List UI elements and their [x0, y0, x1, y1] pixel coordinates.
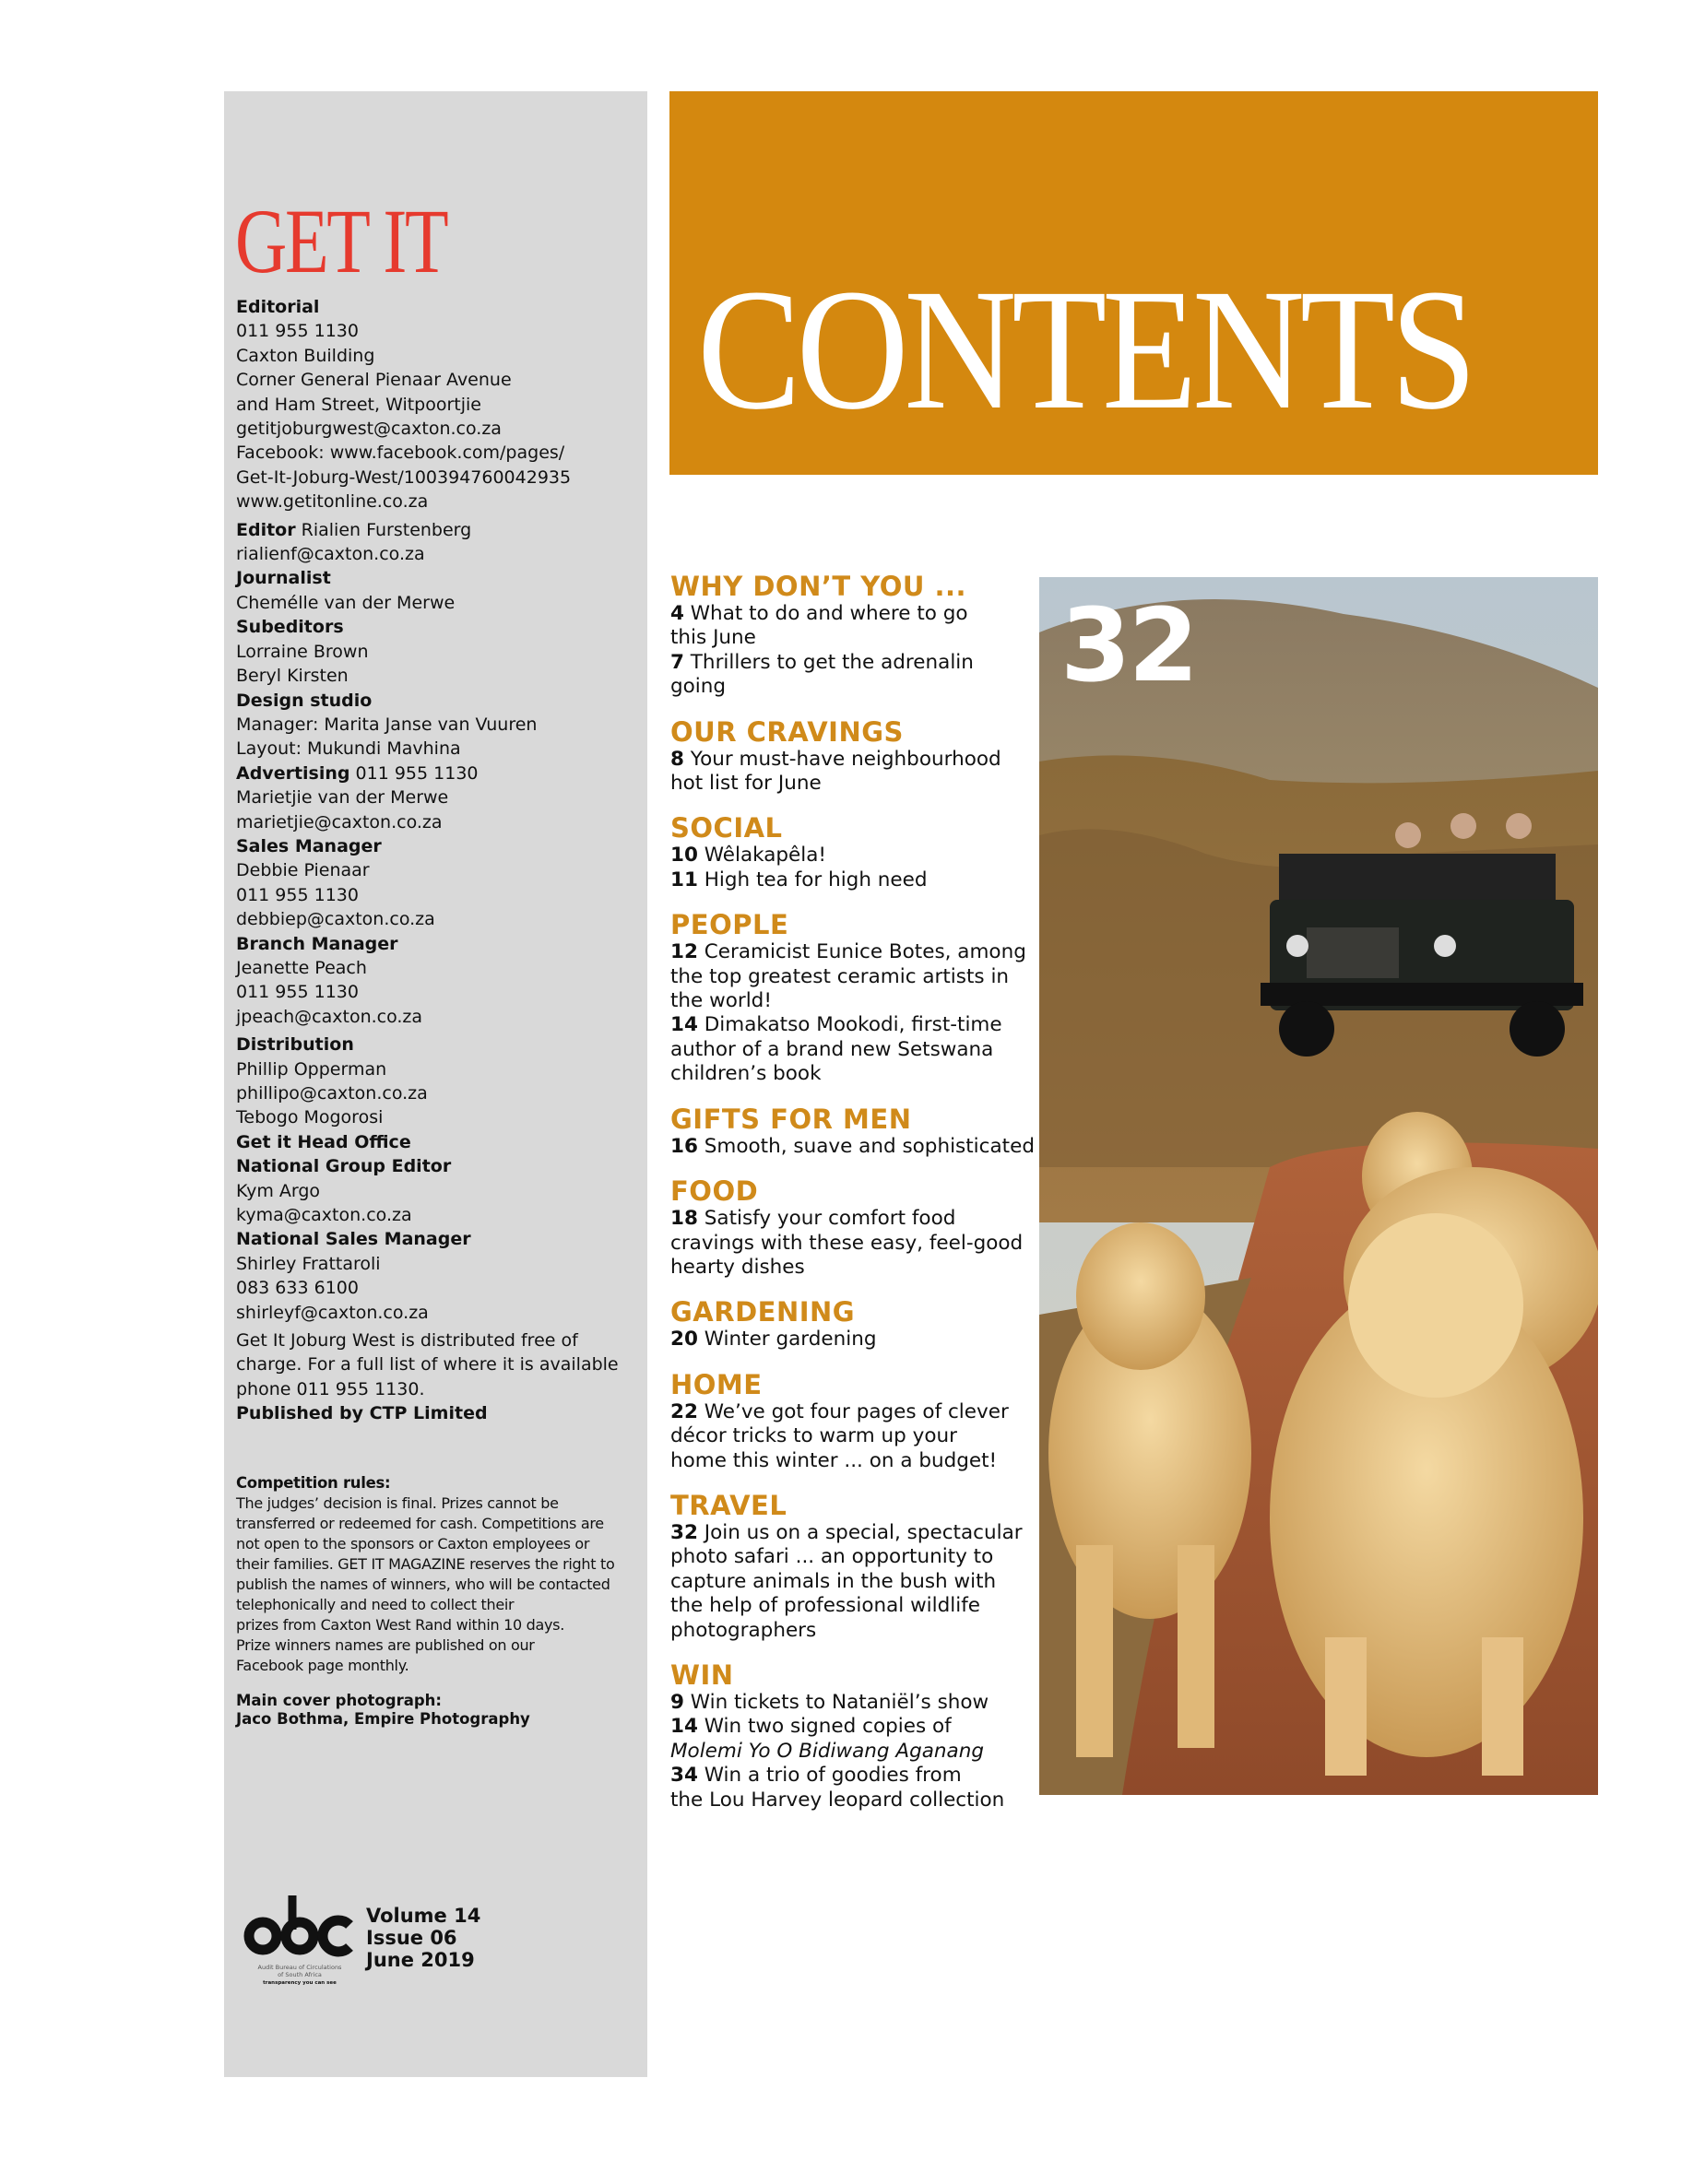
credit-role: Advertising: [236, 762, 350, 784]
photo-page-number: 32: [1060, 586, 1197, 704]
toc-item-text: High tea for high need: [697, 868, 928, 891]
credit-text: Jeanette Peach: [236, 957, 367, 978]
credit-line: [236, 1276, 642, 1300]
credit-text: Get-It-Joburg-West/100394760042935: [236, 466, 572, 488]
brand-logo: GET IT: [235, 190, 447, 292]
toc-page-number: 4: [670, 602, 684, 625]
toc-item: [670, 940, 1035, 964]
svg-text:transparency you can see: transparency you can see: [263, 1980, 337, 1986]
credit-text: phone 011 955 1130.: [236, 1378, 425, 1399]
credit-text: Shirley Frattaroli: [236, 1253, 381, 1274]
credit-line: [236, 640, 642, 664]
toc-item-text: the top greatest ceramic artists in: [670, 964, 1010, 988]
credit-line: [236, 1401, 642, 1425]
toc-section-heading: WHY DON’T YOU ...: [670, 571, 967, 602]
credit-line: [236, 490, 642, 514]
credit-line: [236, 1005, 642, 1029]
credit-line: [236, 689, 642, 713]
credit-role: Published by CTP Limited: [236, 1403, 488, 1424]
credit-line: [236, 1227, 642, 1251]
credit-text: Corner General Pienaar Avenue: [236, 370, 512, 391]
credit-line: [236, 295, 642, 319]
toc-item-text: Satisfy your comfort food: [697, 1207, 956, 1231]
cover-credit-name: Jaco Bothma, Empire Photography: [236, 1710, 530, 1728]
competition-rules-line: prizes from Caxton West Rand within 10 days.: [236, 1616, 564, 1634]
issue-label: Issue 06: [366, 1927, 457, 1949]
credit-text: charge. For a full list of where it is available: [236, 1354, 619, 1375]
credit-block: [236, 295, 642, 514]
toc-item-text: this June: [670, 626, 756, 650]
credit-text: 011 955 1130: [349, 762, 479, 784]
toc-item: [670, 1400, 1035, 1424]
safari-lions-photo: [1039, 577, 1598, 1795]
toc-item: [670, 1424, 1035, 1448]
credit-line: [236, 932, 642, 956]
toc-item: [670, 1764, 1035, 1788]
toc-item: [670, 602, 1035, 626]
credit-line: [236, 441, 642, 465]
credit-text: Rialien Furstenberg: [295, 519, 472, 540]
credit-line: [236, 466, 642, 490]
volume-label: Volume 14: [366, 1905, 481, 1927]
credit-line: [236, 518, 642, 542]
credit-line: [236, 393, 642, 417]
toc-item: [670, 844, 1035, 868]
credit-text: jpeach@caxton.co.za: [236, 1006, 423, 1027]
toc-section: [670, 1660, 1035, 1812]
credit-text: kyma@caxton.co.za: [236, 1205, 412, 1226]
toc-item: [670, 1449, 1035, 1473]
table-of-contents: [670, 572, 1035, 1830]
credit-text: Phillip Opperman: [236, 1058, 387, 1080]
credit-line: [236, 344, 642, 368]
credit-text: 011 955 1130: [236, 982, 359, 1003]
toc-section: [670, 813, 1035, 892]
credit-line: [236, 1154, 642, 1178]
credit-role: Editorial: [236, 297, 320, 317]
toc-section-heading: FOOD: [670, 1175, 759, 1208]
credit-text: Get It Joburg West is distributed free of: [236, 1330, 578, 1352]
toc-page-number: 16: [670, 1134, 698, 1158]
toc-page-number: 10: [670, 844, 698, 868]
credit-line: [236, 1377, 642, 1401]
credit-role: Editor: [236, 519, 296, 540]
toc-item-title: Molemi Yo O Bidiwang Aganang: [670, 1739, 984, 1763]
competition-rules-line: publish the names of winners, who will be contacted: [236, 1576, 610, 1593]
credit-line: [236, 956, 642, 980]
toc-section-heading: PEOPLE: [670, 909, 789, 941]
toc-section: [670, 717, 1035, 797]
toc-item-text: photo safari ... an opportunity to: [670, 1545, 994, 1569]
credit-text: shirleyf@caxton.co.za: [236, 1302, 429, 1323]
toc-item-text: Thrillers to get the adrenalin going: [670, 650, 974, 699]
competition-rules-line: Prize winners names are published on our: [236, 1636, 535, 1654]
toc-section: [670, 1491, 1035, 1643]
toc-section: [670, 1370, 1035, 1473]
toc-item: [670, 748, 1035, 772]
toc-section: [670, 1176, 1035, 1280]
credit-line: [236, 907, 642, 931]
toc-item-text: the world!: [670, 989, 772, 1013]
toc-item: [670, 1038, 1035, 1062]
credit-role: National Group Editor: [236, 1156, 452, 1177]
toc-item: [670, 1013, 1035, 1037]
toc-page-number: 32: [670, 1520, 698, 1544]
toc-item: [670, 651, 1035, 700]
credit-line: [236, 980, 642, 1004]
competition-rules: [236, 1473, 642, 1676]
credit-role: National Sales Manager: [236, 1229, 471, 1250]
toc-item: [670, 1135, 1035, 1159]
competition-rules-line: The judges’ decision is final. Prizes cannot be: [236, 1494, 559, 1512]
toc-item-text: capture animals in the bush with: [670, 1569, 997, 1593]
credit-line: [236, 883, 642, 907]
credit-line: [236, 834, 642, 858]
credit-text: Layout: Mukundi Mavhina: [236, 738, 461, 760]
toc-item-text: Join us on a special, spectacular: [697, 1520, 1023, 1544]
credit-line: [236, 1328, 642, 1352]
credit-line: [236, 368, 642, 392]
competition-rules-line: transferred or redeemed for cash. Competitions are: [236, 1515, 604, 1532]
toc-item-text: Wêlakapêla!: [697, 844, 827, 868]
credit-line: [236, 1105, 642, 1129]
toc-item: [670, 868, 1035, 892]
credit-line: [236, 1130, 642, 1154]
toc-page-number: 12: [670, 940, 698, 964]
credit-line: [236, 761, 642, 785]
credit-line: [236, 664, 642, 688]
credit-text: and Ham Street, Witpoortjie: [236, 394, 481, 415]
toc-item-text: the Lou Harvey leopard collection: [670, 1788, 1005, 1812]
credit-line: [236, 615, 642, 639]
toc-section: [670, 572, 1035, 700]
toc-item-text: Win a trio of goodies from: [697, 1764, 962, 1788]
toc-item: [670, 1715, 1035, 1739]
credit-text: Debbie Pienaar: [236, 860, 370, 881]
credit-line: [236, 713, 642, 737]
credit-line: [236, 319, 642, 343]
toc-item: [670, 1789, 1035, 1812]
issue-date: June 2019: [366, 1949, 475, 1971]
credit-role: Journalist: [236, 568, 331, 589]
toc-page-number: 22: [670, 1399, 698, 1423]
toc-item-text: Ceramicist Eunice Botes, among: [697, 940, 1026, 964]
toc-item: [670, 1691, 1035, 1715]
toc-page-number: 20: [670, 1328, 698, 1352]
toc-item: [670, 1207, 1035, 1231]
competition-rules-heading: Competition rules:: [236, 1474, 391, 1492]
toc-item-text: Dimakatso Mookodi, first-time: [697, 1013, 1002, 1037]
toc-page-number: 18: [670, 1207, 698, 1231]
toc-item: [670, 1545, 1035, 1569]
svg-text:of South Africa: of South Africa: [278, 1971, 322, 1978]
credit-line: [236, 417, 642, 441]
toc-item: [670, 989, 1035, 1013]
credit-text: 011 955 1130: [236, 321, 359, 342]
toc-item-text: home this winter ... on a budget!: [670, 1448, 998, 1472]
credit-line: [236, 1033, 642, 1057]
credit-text: Lorraine Brown: [236, 641, 369, 662]
competition-rules-line: not open to the sponsors or Caxton employees or: [236, 1535, 590, 1552]
toc-item: [670, 1594, 1035, 1618]
credit-text: Beryl Kirsten: [236, 666, 349, 687]
toc-section: [670, 910, 1035, 1086]
credit-text: Caxton Building: [236, 345, 375, 366]
toc-item: [670, 965, 1035, 989]
toc-item: [670, 1740, 1035, 1764]
credit-text: 011 955 1130: [236, 884, 359, 905]
credit-block: [236, 1328, 642, 1426]
toc-item-text: Win tickets to Nataniël’s show: [683, 1690, 989, 1714]
toc-page-number: 9: [670, 1690, 684, 1714]
toc-item-text: children’s book: [670, 1062, 822, 1086]
credit-text: Tebogo Mogorosi: [236, 1107, 384, 1128]
toc-item: [670, 1570, 1035, 1594]
toc-item: [670, 1521, 1035, 1545]
credit-line: [236, 542, 642, 566]
toc-section: [670, 1104, 1035, 1159]
competition-rules-line: Facebook page monthly.: [236, 1657, 409, 1674]
credit-line: [236, 1301, 642, 1325]
credit-role: Distribution: [236, 1034, 354, 1056]
toc-item-text: What to do and where to go: [683, 602, 968, 625]
credit-role: Sales Manager: [236, 835, 382, 856]
toc-item-text: Winter gardening: [697, 1328, 877, 1352]
credit-line: [236, 858, 642, 882]
toc-page-number: 11: [670, 868, 698, 891]
credit-text: getitjoburgwest@caxton.co.za: [236, 419, 502, 440]
toc-item-text: hot list for June: [670, 772, 822, 796]
credit-text: rialienf@caxton.co.za: [236, 544, 425, 565]
credit-line: [236, 1203, 642, 1227]
toc-item: [670, 1232, 1035, 1256]
toc-page-number: 8: [670, 747, 684, 771]
toc-item-text: We’ve got four pages of clever: [697, 1399, 1009, 1423]
toc-item: [670, 1328, 1035, 1352]
toc-item-text: cravings with these easy, feel-good: [670, 1231, 1024, 1255]
toc-item: [670, 772, 1035, 796]
toc-page-number: 7: [670, 650, 684, 674]
toc-page-number: 14: [670, 1715, 698, 1739]
toc-page-number: 34: [670, 1764, 698, 1788]
toc-section-heading: WIN: [670, 1659, 734, 1691]
toc-item: [670, 1062, 1035, 1086]
toc-section-heading: GARDENING: [670, 1296, 856, 1328]
toc-item-text: Win two signed copies of: [697, 1715, 952, 1739]
credit-text: 083 633 6100: [236, 1278, 359, 1299]
issue-info: [366, 1905, 480, 1971]
toc-item-text: photographers: [670, 1618, 817, 1642]
toc-item-text: Your must-have neighbourhood: [683, 747, 1001, 771]
cover-credit-label: Main cover photograph:: [236, 1692, 442, 1709]
credit-text: Chemélle van der Merwe: [236, 592, 456, 613]
credit-line: [236, 810, 642, 834]
credit-block: [236, 518, 642, 1030]
credit-text: phillipo@caxton.co.za: [236, 1083, 428, 1104]
toc-item-text: author of a brand new Setswana: [670, 1037, 994, 1061]
toc-item-text: décor tricks to warm up your: [670, 1424, 957, 1448]
credit-line: [236, 737, 642, 761]
credit-line: [236, 1081, 642, 1105]
credit-text: Manager: Marita Janse van Vuuren: [236, 714, 538, 735]
credit-line: [236, 1057, 642, 1081]
credit-text: Facebook: www.facebook.com/pages/: [236, 443, 565, 464]
toc-item-text: the help of professional wildlife: [670, 1594, 981, 1618]
credit-line: [236, 1352, 642, 1376]
competition-rules-line: telephonically and need to collect their: [236, 1596, 515, 1613]
credit-role: Get it Head Office: [236, 1131, 411, 1152]
toc-item-text: hearty dishes: [670, 1255, 805, 1279]
toc-item: [670, 626, 1035, 650]
toc-section: [670, 1297, 1035, 1352]
credit-text: marietjie@caxton.co.za: [236, 811, 443, 832]
toc-page-number: 14: [670, 1013, 698, 1037]
toc-section-heading: OUR CRAVINGS: [670, 715, 904, 748]
credit-line: [236, 566, 642, 590]
credit-text: www.getitonline.co.za: [236, 491, 429, 513]
toc-item: [670, 1619, 1035, 1643]
abc-logo: [235, 1888, 364, 1989]
toc-section-heading: SOCIAL: [670, 812, 783, 844]
toc-item-text: Smooth, suave and sophisticated: [697, 1134, 1035, 1158]
credit-text: Kym Argo: [236, 1180, 321, 1201]
masthead-credits: [236, 295, 642, 1430]
toc-item: [670, 1256, 1035, 1280]
credit-role: Subeditors: [236, 617, 344, 638]
credit-role: Design studio: [236, 690, 373, 711]
cover-credit: [236, 1692, 530, 1729]
credit-line: [236, 785, 642, 809]
toc-section-heading: HOME: [670, 1368, 763, 1400]
svg-text:Audit Bureau of Circulations: Audit Bureau of Circulations: [257, 1964, 342, 1971]
competition-rules-line: their families. GET IT MAGAZINE reserves the right to: [236, 1555, 615, 1573]
credit-line: [236, 591, 642, 615]
credit-block: [236, 1033, 642, 1325]
credit-role: Branch Manager: [236, 933, 398, 954]
toc-section-heading: TRAVEL: [670, 1489, 787, 1521]
credit-text: debbiep@caxton.co.za: [236, 909, 435, 930]
contents-title: CONTENTS: [697, 253, 1473, 445]
toc-section-heading: GIFTS FOR MEN: [670, 1103, 912, 1135]
credit-text: Marietjie van der Merwe: [236, 787, 449, 809]
credit-line: [236, 1252, 642, 1276]
credit-line: [236, 1179, 642, 1203]
